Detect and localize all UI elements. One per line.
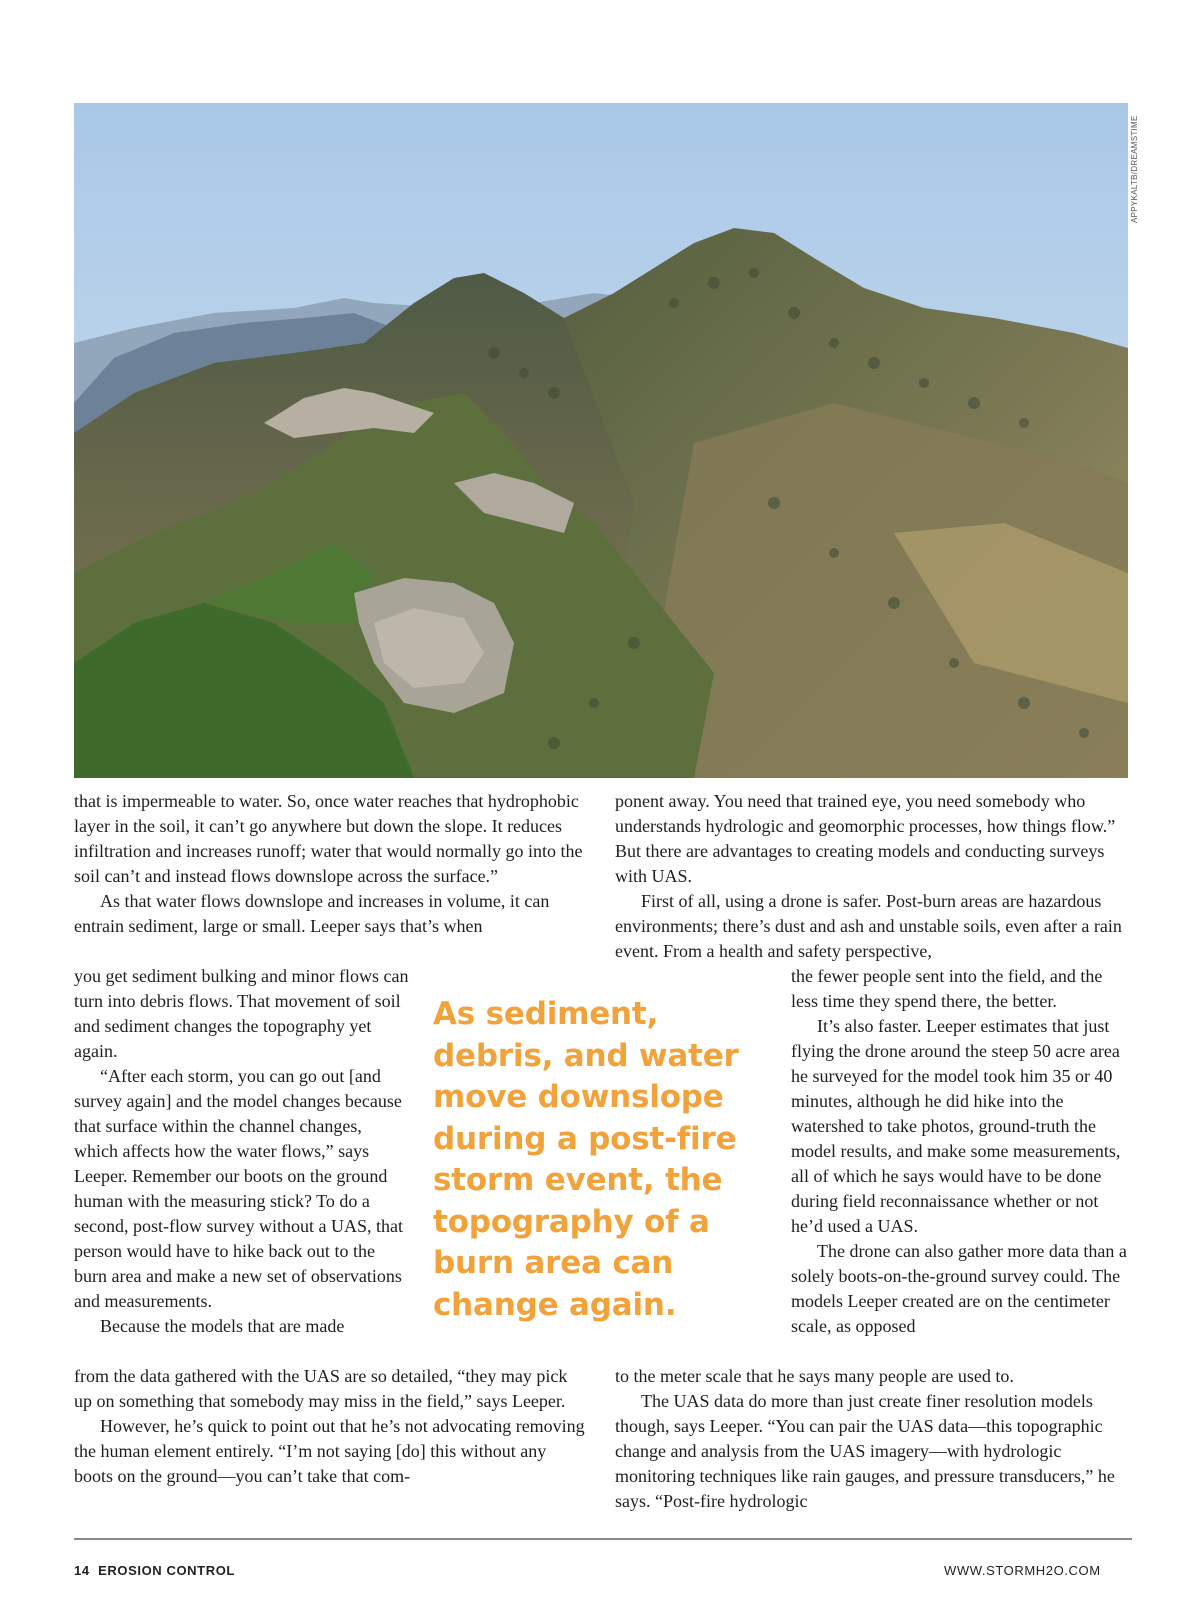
column-right-bottom — [615, 1364, 1128, 1514]
paragraph: the fewer people sent into the field, and the less time they spend there, the better. — [791, 966, 1103, 1011]
paragraph: However, he’s quick to point out that he’s not advocating removing the human element entirely. “I’m not saying [do] this without any boots on the ground—you can’t take that com- — [74, 1416, 585, 1486]
paragraph: It’s also faster. Leeper estimates that just flying the drone around the steep 50 acre area he surveyed for the model took him 35 or 40 minutes, although he did hike into the watershed to take photos, ground-truth the model results, and make some measurements, all of which he says would have to be done during field reconnaissance whether or not he’d used a UAS. — [791, 1016, 1121, 1236]
footer-rule — [74, 1538, 1132, 1540]
paragraph: As that water flows downslope and increases in volume, it can entrain sediment, large or small. Leeper says that’s when — [74, 891, 550, 936]
paragraph: you get sediment bulking and minor flows can turn into debris flows. That movement of soil and sediment changes the topography yet again. — [74, 966, 409, 1061]
paragraph: to the meter scale that he says many people are used to. — [615, 1366, 1014, 1386]
mountain-landscape-image — [74, 103, 1128, 778]
mountain-photo — [74, 103, 1128, 778]
section-name: EROSION CONTROL — [98, 1563, 235, 1578]
paragraph: ponent away. You need that trained eye, you need somebody who understands hydrologic and geomorphic processes, how things flow.” But there are advantages to creating models and conducting surveys with UAS. — [615, 791, 1116, 886]
column-right-wrap — [791, 964, 1129, 1339]
column-right — [615, 789, 1128, 964]
photo-credit: APPYKALTB/DREAMSTIME — [1130, 115, 1139, 223]
column-left — [74, 789, 589, 939]
footer-url[interactable]: WWW.STORMH2O.COM — [944, 1563, 1101, 1578]
paragraph: “After each storm, you can go out [and survey again] and the model changes because that surface within the channel changes, which affects how the water flows,” says Leeper. Remember our boots on the ground human with the measuring stick? To do a second, post-flow survey without a UAS, that person would have to hike back out to the burn area and make a new set of observations and measurements. — [74, 1066, 403, 1311]
pull-quote: As sediment, debris, and water move downslope during a post-fire storm event, the topography of a burn area can change again. — [433, 996, 739, 1323]
paragraph: The drone can also gather more data than a solely boots-on-the-ground survey could. The models Leeper created are on the centimeter scale, as opposed — [791, 1241, 1127, 1336]
paragraph: that is impermeable to water. So, once water reaches that hydrophobic layer in the soil, it can’t go anywhere but down the slope. It reduces infiltration and increases runoff; water that would normally go into the soil can’t and instead flows downslope across the surface.” — [74, 791, 583, 886]
paragraph: from the data gathered with the UAS are so detailed, “they may pick up on something that somebody may miss in the field,” says Leeper. — [74, 1366, 568, 1411]
column-left-wrap — [74, 964, 409, 1339]
footer-left — [74, 1563, 235, 1578]
paragraph: First of all, using a drone is safer. Post-burn areas are hazardous environments; there’s dust and ash and unstable soils, even after a rain event. From a health and safety perspective, — [615, 891, 1122, 961]
column-left-bottom — [74, 1364, 589, 1489]
paragraph: The UAS data do more than just create finer resolution models though, says Leeper. “You can pair the UAS data—this topographic change and analysis from the UAS imagery—with hydrologic monitoring techniques like rain gauges, and pressure transducers,” he says. “Post-fire hydrologic — [615, 1391, 1115, 1511]
page-number: 14 — [74, 1563, 90, 1578]
paragraph: Because the models that are made — [100, 1316, 345, 1336]
